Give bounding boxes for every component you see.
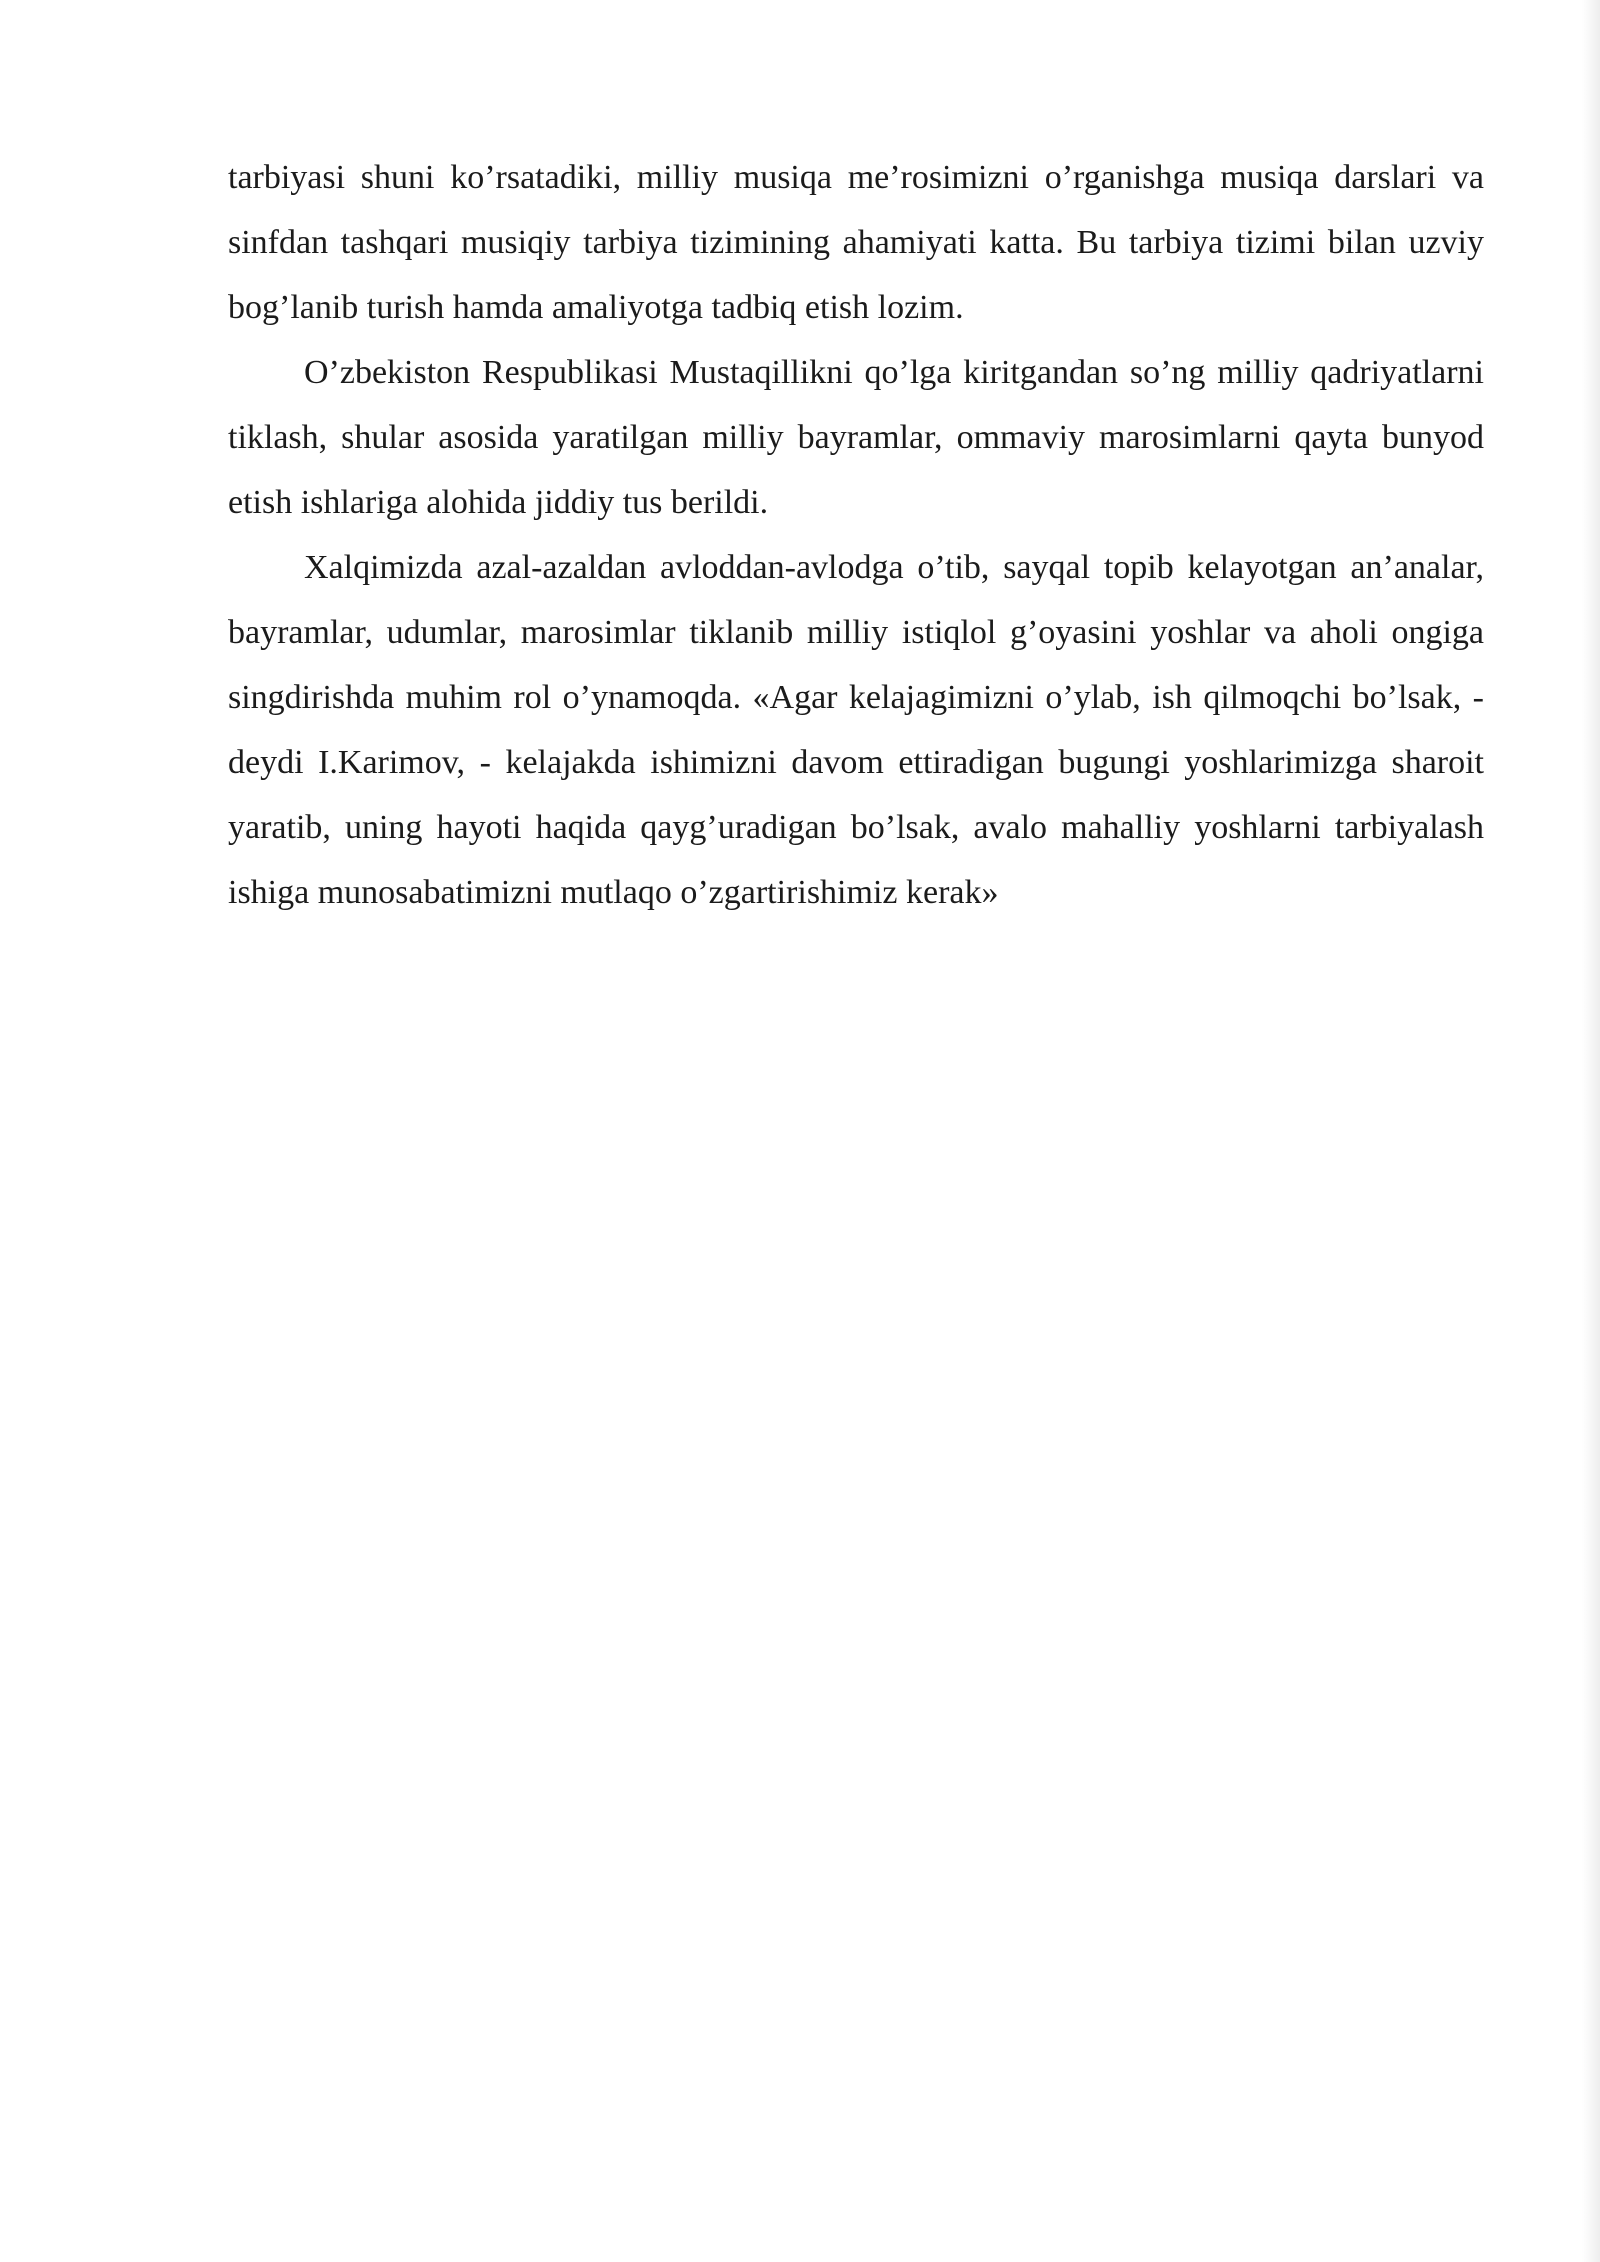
page-edge-shadow	[1582, 0, 1600, 2262]
paragraph-2: O’zbekiston Respublikasi Mustaqillikni qo’lga kiritgandan so’ng milliy qadriyatlarni tiklash, shular asosida yaratilgan milliy bayramlar, ommaviy marosimlarni qayta bunyod etish ishlariga alohida jiddiy tus berildi.	[228, 354, 1484, 521]
document-body	[228, 145, 1484, 925]
paragraph-3: Xalqimizda azal-azaldan avloddan-avlodga o’tib, sayqal topib kelayotgan an’analar, bayramlar, udumlar, marosimlar tiklanib milliy istiqlol g’oyasini yoshlar va aholi ongiga singdirishda muhim rol o’ynamoqda. «Agar kelajagimizni o’ylab, ish qilmoqchi bo’lsak, -deydi I.Karimov, - kelajakda ishimizni davom ettiradigan bugungi yoshlarimizga sharoit yaratib, uning hayoti haqida qayg’uradigan bo’lsak, avalo mahalliy yoshlarni tarbiyalash ishiga munosabatimizni mutlaqo o’zgartirishimiz kerak»	[228, 549, 1484, 911]
paragraph-1: tarbiyasi shuni ko’rsatadiki, milliy musiqa me’rosimizni o’rganishga musiqa darslari va sinfdan tashqari musiqiy tarbiya tizimining ahamiyati katta. Bu tarbiya tizimi bilan uzviy bog’lanib turish hamda amaliyotga tadbiq etish lozim.	[228, 159, 1484, 326]
